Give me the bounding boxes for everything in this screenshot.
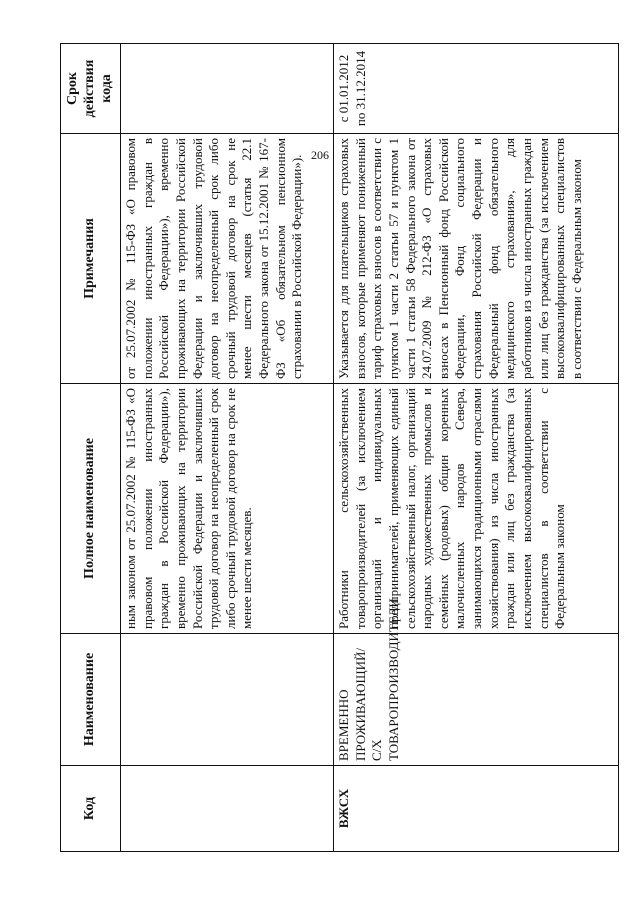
header-full-name: Полное наименование <box>61 384 121 634</box>
cell-notes: Указывается для плательщиков страховых взносов, которые применяют пониженный тариф страховых взносов в соответствии с пунктом 1 части 2 статьи 57 и пунктом 1 части 1 статьи 58 Федерального закона от 24.07.2009 № 212-ФЗ «О страховых взносах в Пенсионный фонд Российской Федерации, Фонд социального страхования Российской Федерации и Федеральный фонд обязательного медицинского страхования», для работников из числа иностранных граждан или лиц без гражданства (за исключением высококвалифицированных специалистов в соответствии с Федеральным законом <box>334 134 619 384</box>
table-row <box>121 44 334 852</box>
cell-name: ВРЕМЕННО ПРОЖИВАЮЩИЙ/С/Х ТОВАРОПРОИЗВОДИТЕЛИ <box>334 634 619 766</box>
cell-term: с 01.01.2012 по 31.12.2014 <box>334 44 619 134</box>
table-row <box>334 44 619 852</box>
header-name: Наименование <box>61 634 121 766</box>
header-term: Срок действия кода <box>61 44 121 134</box>
header-code: Код <box>61 766 121 852</box>
rotated-table-container <box>60 44 618 852</box>
cell-term <box>121 44 334 134</box>
cell-name <box>121 634 334 766</box>
cell-full-name: Работники сельскохозяйственных товаропроизводителей (за исключением организаций и индивидуальных предпринимателей, применяющих единый сельскохозяйственный налог, организаций народных художественных промыслов и семейных (родовых) общин коренных малочисленных народов Севера, занимающихся традиционными отраслями хозяйствования) из числа иностранных граждан или лиц без гражданства (за исключением высококвалифицированных специалистов в соответствии с Федеральным законом <box>334 384 619 634</box>
cell-notes: от 25.07.2002 № 115-ФЗ «О правовом положении иностранных граждан в Российской Федерации»), временно проживающих на территории Российской Федерации и заключивших трудовой договор на неопределенный срок либо срочный трудовой договор на срок не менее шести месяцев (статья 22.1 Федерального закона от 15.12.2001 № 167-ФЗ «Об обязательном пенсионном страховании в Российской Федерации»). <box>121 134 334 384</box>
codes-table <box>60 43 619 852</box>
cell-code: ВЖСХ <box>334 766 619 852</box>
page-number: 206 <box>311 148 329 162</box>
cell-code <box>121 766 334 852</box>
table-header-row <box>61 44 121 852</box>
cell-full-name: ным законом от 25.07.2002 № 115-ФЗ «О правовом положении иностранных граждан в Российской Федерации»), временно проживающих на территории Российской Федерации и заключивших трудовой договор на неопределенный срок либо срочный трудовой договор на срок не менее шести месяцев. <box>121 384 334 634</box>
header-notes: Примечания <box>61 134 121 384</box>
